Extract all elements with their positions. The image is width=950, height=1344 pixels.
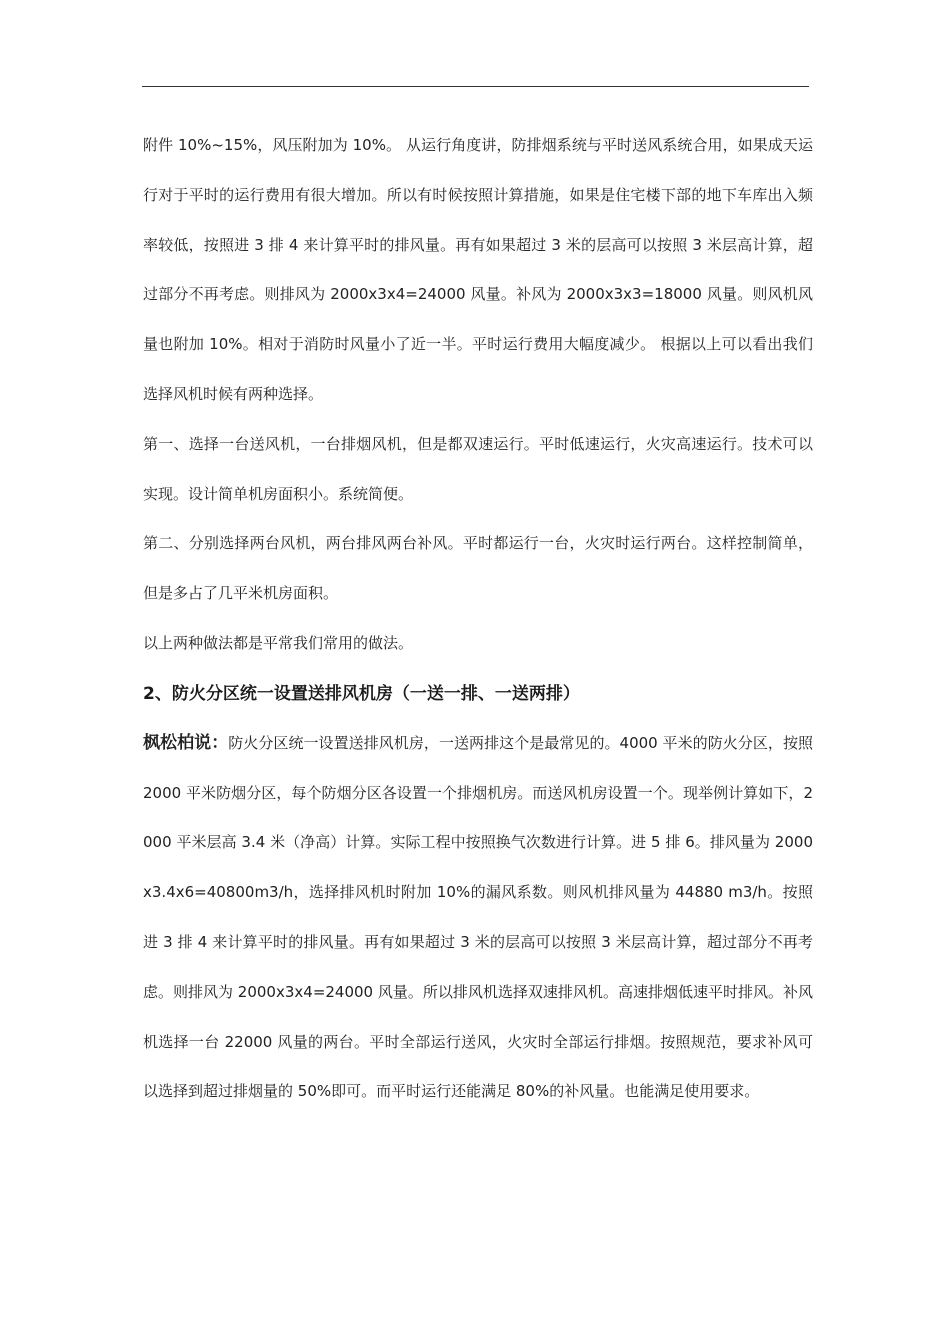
paragraph-option-two: 第二、分别选择两台风机，两台排风两台补风。平时都运行一台，火灾时运行两台。这样控制简单，但是多占了几平米机房面积。 — [143, 534, 813, 603]
paragraph-summary: 以上两种做法都是平常我们常用的做法。 — [143, 633, 414, 652]
lead-text: 防火分区统一设置送排风机房，一送两排这个是最常见的。4000 平米的防火分区，按照 2000 平米防烟分区，每个防烟分区各设置一个排烟机房。而送风机房设置一个。现举例计算如下，2000 平米层高 3.4 米（净高）计算。实际工程中按照换气次数进行计算。进 5 排 6。排风量为 2000x3.4x6=40800m3/h，选择排风机时附加 10%的漏风系数。则风机排风量为 44880 m3/h。按照进 3 排 4 来计算平时的排风量。再有如果超过 3 米的层高可以按照 3 米层高计算，超过部分不再考虑。则排风为 2000x3x4=24000 风量。所以排风机选择双速排风机。高速排烟低速平时排风。补风机选择一台 22000 风量的两台。平时全部运行送风，火灾时全部运行排烟。按照规范，要求补风可以选择到超过排烟量的 50%即可。而平时运行还能满足 80%的补风量。也能满足使用要求。 — [143, 733, 813, 1101]
paragraph-fan-calculation: 附件 10%~15%，风压附加为 10%。 从运行角度讲，防排烟系统与平时送风系统合用，如果成天运行对于平时的运行费用有很大增加。所以有时候按照计算措施，如果是住宅楼下部的地下车库出入频率较低，按照进 3 排 4 来计算平时的排风量。再有如果超过 3 米的层高可以按照 3 米层高计算，超过部分不再考虑。则排风为 2000x3x4=24000 风量。补风为 2000x3x3=18000 风量。则风机风量也附加 10%。相对于消防时风量小了近一半。平时运行费用大幅度减少。 根据以上可以看出我们选择风机时候有两种选择。 — [143, 136, 813, 403]
header-divider — [142, 86, 809, 87]
document-body — [143, 121, 813, 1117]
paragraph-lead — [143, 719, 813, 1117]
lead-label: 枫松柏说： — [143, 732, 229, 753]
paragraph-option-one: 第一、选择一台送风机，一台排烟风机，但是都双速运行。平时低速运行，火灾高速运行。技术可以实现。设计简单机房面积小。系统简便。 — [143, 434, 813, 503]
section-heading: 2、防火分区统一设置送排风机房（一送一排、一送两排） — [143, 683, 580, 704]
